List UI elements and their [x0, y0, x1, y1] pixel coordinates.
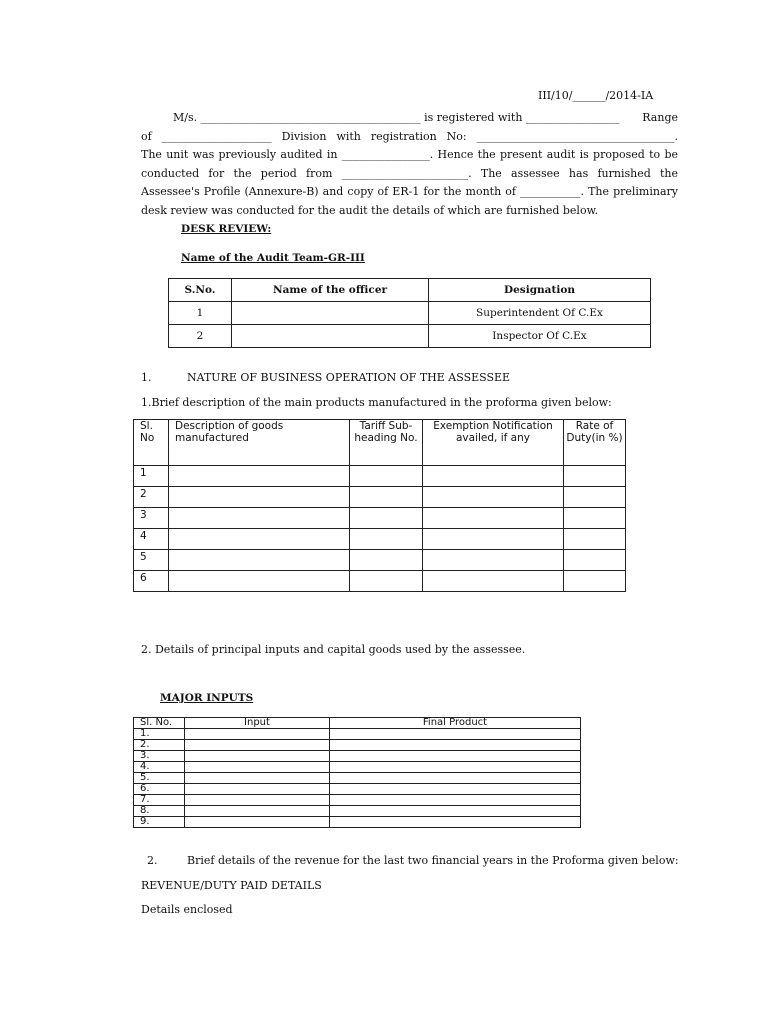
column-header: Name of the officer — [232, 279, 429, 302]
row-number: 4 — [134, 529, 169, 550]
row-number: 4. — [134, 762, 185, 773]
table-row — [134, 762, 581, 773]
row-number: 2. — [134, 740, 185, 751]
column-header: Input — [185, 718, 330, 729]
row-number: 1 — [134, 466, 169, 487]
table-row — [134, 529, 626, 550]
intro-line-6: desk review was conducted for the audit the details of which are furnished below. — [141, 203, 599, 217]
column-header: Rate of Duty(in %) — [564, 420, 626, 466]
major-inputs-table — [133, 717, 581, 828]
desk-review-heading: DESK REVIEW: — [181, 223, 272, 235]
row-number: 1. — [134, 729, 185, 740]
section-1-title: NATURE OF BUSINESS OPERATION OF THE ASSESSEE — [187, 371, 511, 384]
intro-line-2: of ____________________ Division with registration No: ____________________________________. — [141, 129, 678, 143]
table-row — [134, 466, 626, 487]
intro-line-4: conducted for the period from _______________________. The assessee has furnished the — [141, 166, 678, 180]
table-row — [134, 806, 581, 817]
row-number: 6. — [134, 784, 185, 795]
row-number: 9. — [134, 817, 185, 828]
section-1-number: 1. — [141, 371, 152, 384]
designation-cell: Superintendent Of C.Ex — [429, 302, 651, 325]
column-header: S.No. — [169, 279, 232, 302]
products-table — [133, 419, 626, 592]
table-header-row — [134, 718, 581, 729]
table-header-row — [169, 279, 651, 302]
reference-number: III/10/______/2014-IA — [538, 89, 654, 102]
officer-name-cell — [232, 302, 429, 325]
table-row — [134, 508, 626, 529]
row-number: 3 — [134, 508, 169, 529]
table-row — [134, 729, 581, 740]
details-enclosed: Details enclosed — [141, 903, 233, 916]
table-row — [134, 751, 581, 762]
table-row — [134, 773, 581, 784]
table-row — [169, 302, 651, 325]
audit-team-heading: Name of the Audit Team-GR-III — [181, 252, 365, 264]
column-header: Exemption Notification availed, if any — [423, 420, 564, 466]
column-header: Final Product — [330, 718, 581, 729]
table-row — [134, 784, 581, 795]
sno-cell: 2 — [169, 325, 232, 348]
row-number: 6 — [134, 571, 169, 592]
section-1-subtitle: 1.Brief description of the main products manufactured in the proforma given below: — [141, 396, 612, 409]
column-header: Sl. No. — [134, 718, 185, 729]
table-row — [134, 487, 626, 508]
row-number: 5 — [134, 550, 169, 571]
intro-line-1-text: M/s. ________________________________________ is registered with _________________ — [173, 111, 620, 124]
table-row — [134, 740, 581, 751]
table-row — [134, 571, 626, 592]
row-number: 5. — [134, 773, 185, 784]
table-row — [134, 795, 581, 806]
section-2-title: 2. Details of principal inputs and capital goods used by the assessee. — [141, 643, 526, 656]
intro-line-1 — [141, 109, 678, 128]
column-header: Description of goods manufactured — [169, 420, 350, 466]
row-number: 7. — [134, 795, 185, 806]
designation-cell: Inspector Of C.Ex — [429, 325, 651, 348]
table-row — [169, 325, 651, 348]
row-number: 8. — [134, 806, 185, 817]
row-number: 2 — [134, 487, 169, 508]
intro-paragraph — [141, 109, 678, 220]
officer-name-cell — [232, 325, 429, 348]
intro-line-5: Assessee's Profile (Annexure-B) and copy of ER-1 for the month of ___________. The preliminary — [141, 185, 678, 198]
row-number: 3. — [134, 751, 185, 762]
major-inputs-heading: MAJOR INPUTS — [160, 692, 254, 704]
audit-team-table — [168, 278, 651, 348]
table-row — [134, 550, 626, 571]
section-3-number: 2. — [147, 854, 158, 867]
intro-line-3: The unit was previously audited in ________________. Hence the present audit is proposed to be — [141, 148, 678, 161]
column-header: Sl. No — [134, 420, 169, 466]
table-row — [134, 817, 581, 828]
revenue-heading: REVENUE/DUTY PAID DETAILS — [141, 879, 322, 892]
intro-line-1-range: Range — [642, 111, 678, 124]
section-3-title: Brief details of the revenue for the last two financial years in the Proforma given below: — [187, 854, 679, 867]
sno-cell: 1 — [169, 302, 232, 325]
column-header: Designation — [429, 279, 651, 302]
column-header: Tariff Sub-heading No. — [350, 420, 423, 466]
table-header-row — [134, 420, 626, 466]
